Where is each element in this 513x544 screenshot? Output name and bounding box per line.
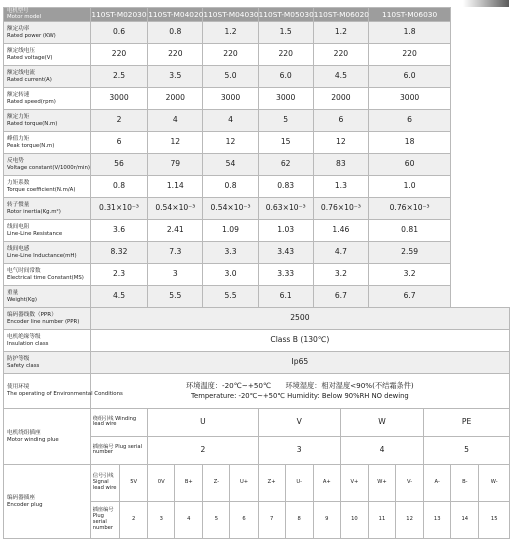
encoder-signal: 5V	[120, 464, 148, 501]
spec-row	[4, 175, 510, 197]
label-en: Line-Line Inductance(mH)	[7, 252, 77, 259]
label-cn: 线间电感	[7, 245, 30, 252]
label-en: Rated current(A)	[7, 76, 52, 83]
encoder-serial: 14	[451, 501, 479, 538]
encoder-signal: U-	[285, 464, 313, 501]
spec-value: 6	[90, 131, 147, 153]
spec-value: 0.63×10⁻³	[258, 197, 313, 219]
spec-value: 4	[148, 109, 203, 131]
insulation-label	[4, 329, 91, 351]
spec-value: 12	[203, 131, 258, 153]
spec-value: 0.8	[203, 175, 258, 197]
spec-label	[4, 43, 91, 65]
label-cn: 编码器线数（PPR）	[7, 311, 57, 318]
label-en: Peak torque(N.m)	[7, 142, 55, 149]
spec-value: 0.8	[90, 175, 147, 197]
spec-value: 3.3	[203, 241, 258, 263]
label-en: Rated speed(rpm)	[7, 98, 56, 105]
encoder-signal: U+	[230, 464, 258, 501]
encoder-signal: Z+	[258, 464, 285, 501]
encoder-signal: V+	[340, 464, 368, 501]
spec-label	[4, 87, 91, 109]
header-label	[4, 8, 91, 22]
spec-value: 0.81	[368, 219, 450, 241]
environment-cn: 环境温度：-20℃~+50℃ 环境湿度：相对湿度<90%(不结霜条件)	[186, 380, 414, 390]
spec-value: 220	[203, 43, 258, 65]
label-en: Weight(Kg)	[7, 296, 37, 303]
spec-value: 2000	[148, 87, 203, 109]
label-cn: 电机型号	[7, 8, 29, 14]
spec-value: 4	[203, 109, 258, 131]
encoder-signal: A-	[424, 464, 451, 501]
label-cn: 电机绕组插座	[7, 429, 41, 436]
spec-value: 12	[313, 131, 368, 153]
spec-value: 4.5	[313, 65, 368, 87]
spec-value: 2.5	[90, 65, 147, 87]
spec-label	[4, 241, 91, 263]
model-header: 110ST-M04020	[148, 8, 203, 22]
model-header: 110ST-M06030	[368, 8, 450, 22]
spec-value: 0.8	[148, 21, 203, 43]
spec-row	[4, 241, 510, 263]
spec-value: 6.7	[313, 285, 368, 307]
spec-value: 3000	[90, 87, 147, 109]
encoder-serial: 13	[424, 501, 451, 538]
label-cn: 线间电阻	[7, 223, 30, 230]
spec-value: 0.54×10⁻³	[203, 197, 258, 219]
label-en: Insulation class	[7, 340, 49, 347]
spec-row	[4, 65, 510, 87]
spec-value: 1.0	[368, 175, 450, 197]
model-header: 110ST-M04030	[203, 8, 258, 22]
label-en: Voltage constant(V/1000r/min)	[7, 164, 90, 171]
spec-value: 3.6	[90, 219, 147, 241]
spec-value: 6	[313, 109, 368, 131]
label-cn: 电机绝缘等级	[7, 333, 41, 340]
label-en: Encoder line number (PPR)	[7, 318, 80, 325]
winding-lead: V	[258, 408, 340, 436]
insulation-row	[4, 329, 510, 351]
label-cn: 额定线电流	[7, 69, 35, 76]
spec-value: 1.46	[313, 219, 368, 241]
winding-lead: W	[340, 408, 423, 436]
insulation-value: Class B (130℃)	[90, 329, 509, 351]
spec-label	[4, 285, 91, 307]
spec-value: 1.5	[258, 21, 313, 43]
safety-value: Ip65	[90, 351, 509, 373]
environment-label	[4, 373, 123, 408]
label-cn: 反电势	[7, 157, 24, 164]
label-en: Torque coefficient(N.m/A)	[7, 186, 76, 193]
encoder-serial: 2	[120, 501, 148, 538]
winding-serial-label: 插座编号 Plug serial number	[90, 436, 147, 464]
label-en: Rated torque(N.m)	[7, 120, 58, 127]
encoder-serial: 9	[313, 501, 340, 538]
encoder-signal: B-	[451, 464, 479, 501]
environment-row	[4, 373, 510, 408]
spec-value: 15	[258, 131, 313, 153]
spec-label	[4, 175, 91, 197]
encoder-serial-label: 插座编号 Plug serial number	[90, 501, 119, 538]
spec-value: 8.32	[90, 241, 147, 263]
winding-lead: PE	[424, 408, 510, 436]
label-en: Rated voltage(V)	[7, 54, 53, 61]
spec-value: 62	[258, 153, 313, 175]
spec-value: 0.31×10⁻³	[90, 197, 147, 219]
spec-value: 6.7	[368, 285, 450, 307]
spec-value: 0.54×10⁻³	[148, 197, 203, 219]
spec-value: 220	[148, 43, 203, 65]
spec-value: 1.2	[203, 21, 258, 43]
encoder-serial: 8	[285, 501, 313, 538]
model-header: 110ST-M05030	[258, 8, 313, 22]
label-en: Encoder plug	[7, 501, 43, 508]
label-cn: 力矩系数	[7, 179, 30, 186]
spec-value: 1.09	[203, 219, 258, 241]
safety-row	[4, 351, 510, 373]
encoder-line-row	[4, 307, 510, 329]
spec-value: 220	[258, 43, 313, 65]
spec-label	[4, 153, 91, 175]
label-cn: 使用环境	[7, 384, 30, 391]
spec-value: 1.03	[258, 219, 313, 241]
spec-value: 3.0	[203, 263, 258, 285]
spec-value: 4.5	[90, 285, 147, 307]
encoder-serial: 6	[230, 501, 258, 538]
spec-value: 3.2	[368, 263, 450, 285]
spec-value: 5.5	[148, 285, 203, 307]
winding-lead-label: 绕组引线 Winding lead wire	[90, 408, 147, 436]
spec-value: 5.0	[203, 65, 258, 87]
spec-row	[4, 131, 510, 153]
winding-serial: 2	[148, 436, 258, 464]
spec-value: 5.5	[203, 285, 258, 307]
label-en: Electrical time Constant(MS)	[7, 274, 84, 281]
spec-value: 79	[148, 153, 203, 175]
model-header: 110ST-M06020	[313, 8, 368, 22]
encoder-label	[4, 307, 91, 329]
encoder-serial: 11	[368, 501, 395, 538]
label-en: Motor winding plue	[7, 436, 59, 443]
spec-value: 2.3	[90, 263, 147, 285]
spec-value: 3.5	[148, 65, 203, 87]
label-cn: 峰值力矩	[7, 135, 30, 142]
winding-serial: 3	[258, 436, 340, 464]
encoder-signal: W+	[368, 464, 395, 501]
spec-value: 6	[368, 109, 450, 131]
encoder-signal: V-	[396, 464, 424, 501]
spec-value: 12	[148, 131, 203, 153]
spec-value: 3.33	[258, 263, 313, 285]
encoder-signal-label: 信号引线 Signal lead wire	[90, 464, 119, 501]
header-row	[4, 8, 510, 22]
winding-lead-row	[4, 408, 510, 436]
spec-value: 3.2	[313, 263, 368, 285]
spec-row	[4, 219, 510, 241]
spec-value: 2000	[313, 87, 368, 109]
label-cn: 防护等级	[7, 355, 30, 362]
spec-value: 1.14	[148, 175, 203, 197]
label-en: Motor model	[7, 14, 42, 21]
spec-label	[4, 21, 91, 43]
spec-row	[4, 21, 510, 43]
spec-row	[4, 285, 510, 307]
label-cn: 转子惯量	[7, 201, 30, 208]
spec-value: 56	[90, 153, 147, 175]
encoder-signal: B+	[175, 464, 203, 501]
label-cn: 额定功率	[7, 25, 30, 32]
environment-en: Temperature: -20℃~+50℃ Humidity: Below 90%RH NO dewing	[191, 392, 409, 401]
label-cn: 电气时间常数	[7, 267, 41, 274]
spec-row	[4, 197, 510, 219]
label-en: The operating of Environmental Conditions	[7, 391, 123, 398]
spec-value: 220	[90, 43, 147, 65]
spec-value: 0.76×10⁻³	[368, 197, 450, 219]
environment-value	[90, 373, 509, 408]
spec-value: 0.83	[258, 175, 313, 197]
spec-label	[4, 219, 91, 241]
spec-value: 220	[368, 43, 450, 65]
spec-label	[4, 65, 91, 87]
spec-value: 6.1	[258, 285, 313, 307]
label-en: Line-Line Resistance	[7, 230, 63, 237]
label-cn: 额定转速	[7, 91, 30, 98]
spec-value: 2.41	[148, 219, 203, 241]
spec-value: 6.0	[368, 65, 450, 87]
encoder-signal: W-	[479, 464, 510, 501]
encoder-serial: 4	[175, 501, 203, 538]
corner-decoration	[463, 0, 509, 7]
spec-value: 54	[203, 153, 258, 175]
winding-label	[4, 408, 91, 464]
spec-value: 220	[313, 43, 368, 65]
model-header: 110ST-M02030	[90, 8, 147, 22]
spec-value: 0.76×10⁻³	[313, 197, 368, 219]
spec-row	[4, 87, 510, 109]
spec-label	[4, 131, 91, 153]
encoder-serial: 15	[479, 501, 510, 538]
spec-row	[4, 109, 510, 131]
spec-value: 0.6	[90, 21, 147, 43]
spec-value: 2	[90, 109, 147, 131]
spec-value: 7.3	[148, 241, 203, 263]
encoder-signal: 0V	[148, 464, 175, 501]
spec-value: 3	[148, 263, 203, 285]
spec-label	[4, 263, 91, 285]
spec-value: 1.3	[313, 175, 368, 197]
spec-value: 3000	[368, 87, 450, 109]
spec-value: 1.8	[368, 21, 450, 43]
encoder-serial: 10	[340, 501, 368, 538]
encoder-serial: 3	[148, 501, 175, 538]
label-en: Rated power (KW)	[7, 32, 56, 39]
spec-value: 2.59	[368, 241, 450, 263]
spec-value: 4.7	[313, 241, 368, 263]
spec-value: 18	[368, 131, 450, 153]
spec-value: 6.0	[258, 65, 313, 87]
encoder-serial: 7	[258, 501, 285, 538]
spec-row	[4, 153, 510, 175]
encoder-serial: 12	[396, 501, 424, 538]
encoder-signal: Z-	[203, 464, 230, 501]
spec-label	[4, 197, 91, 219]
winding-lead: U	[148, 408, 258, 436]
spec-value: 3.43	[258, 241, 313, 263]
encoder-signal: A+	[313, 464, 340, 501]
spec-label	[4, 109, 91, 131]
winding-serial: 5	[424, 436, 510, 464]
label-cn: 额定线电压	[7, 47, 35, 54]
encoder-serial: 5	[203, 501, 230, 538]
winding-serial: 4	[340, 436, 423, 464]
spec-value: 1.2	[313, 21, 368, 43]
encoder-signal-row	[4, 464, 510, 501]
safety-label	[4, 351, 91, 373]
label-cn: 额定力矩	[7, 113, 30, 120]
spec-row	[4, 263, 510, 285]
label-cn: 编码器插座	[7, 494, 35, 501]
spec-value: 60	[368, 153, 450, 175]
label-en: Safety class	[7, 362, 40, 369]
encoder-value: 2500	[90, 307, 509, 329]
spec-value: 83	[313, 153, 368, 175]
spec-value: 3000	[258, 87, 313, 109]
spec-row	[4, 43, 510, 65]
spec-value: 5	[258, 109, 313, 131]
encoder-plug-label	[4, 464, 91, 538]
label-en: Rotor inertia(Kg.m²)	[7, 208, 61, 215]
spec-table	[3, 7, 510, 539]
spec-value: 3000	[203, 87, 258, 109]
label-cn: 重量	[7, 289, 19, 296]
